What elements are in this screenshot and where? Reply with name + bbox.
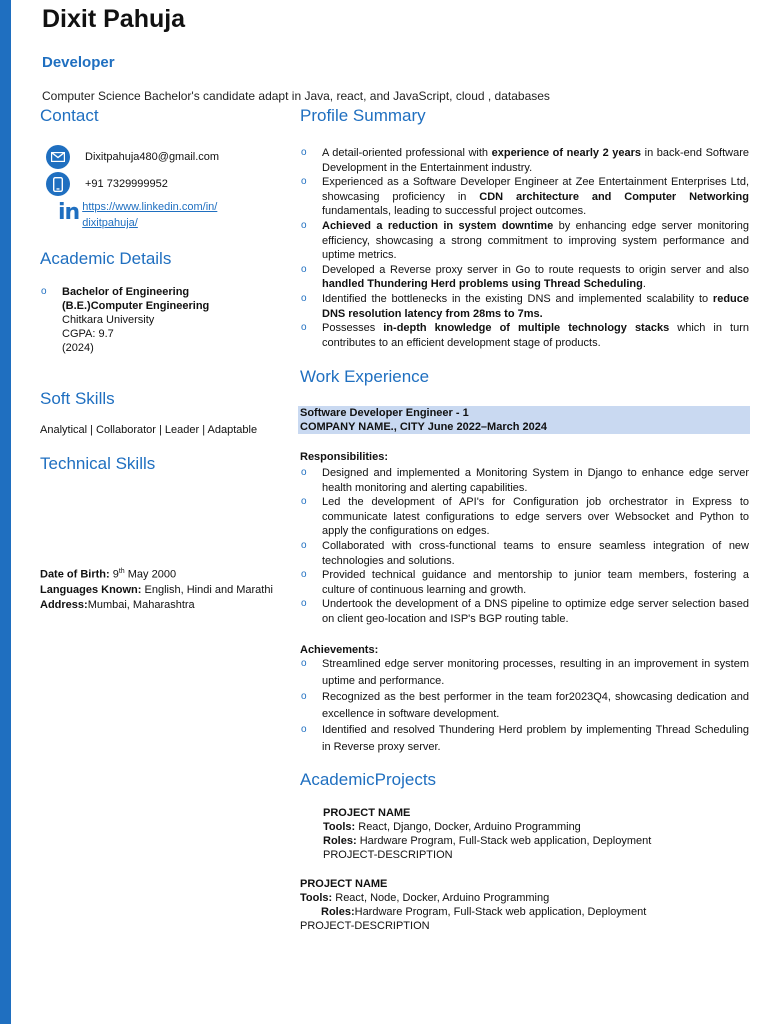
- email-icon: [46, 145, 70, 169]
- left-accent-bar: [0, 0, 11, 1024]
- personal-details: [40, 564, 273, 613]
- profile-summary-item: o Experienced as a Software Developer Engineer at Zee Entertainment Enterprises Ltd, showcasing proficiency in CDN architecture and Computer Networking fundamentals, leading to successful project outcomes.: [300, 175, 749, 219]
- email-text: Dixitpahuja480@gmail.com: [85, 151, 220, 163]
- contact-email[interactable]: [46, 145, 219, 169]
- technical-skills-heading: Technical Skills: [40, 454, 156, 473]
- academic-heading: Academic Details: [40, 249, 172, 268]
- phone-text: +91 7329999952: [85, 178, 168, 190]
- job-title: Software Developer Engineer - 1: [300, 407, 469, 419]
- project-1: [323, 806, 651, 862]
- profile-summary-item: o Possesses in-depth knowledge of multiple technology stacks which in turn contributes to an efficient development stage of products.: [300, 321, 749, 350]
- job-company: COMPANY NAME., CITY June 2022–March 2024: [300, 421, 547, 433]
- job-header: [298, 406, 750, 434]
- address-row: Address:Mumbai, Maharashtra: [40, 598, 195, 611]
- responsibilities-label: Responsibilities:: [300, 451, 389, 463]
- work-heading: Work Experience: [300, 367, 430, 386]
- candidate-name: Dixit Pahuja: [42, 5, 186, 33]
- contact-linkedin[interactable]: [58, 198, 217, 231]
- linkedin-url-part2: dixitpahuja/: [82, 217, 138, 229]
- degree: o Bachelor of Engineering: [62, 286, 190, 298]
- responsibility-item: o Led the development of API's for Configuration job orchestrator in Express to communicate latest configurations to edge servers over Websocket and Python to apply the configurations on edges.: [300, 495, 749, 539]
- project-2: [300, 877, 646, 933]
- university: Chitkara University: [62, 314, 155, 326]
- soft-skills-heading: Soft Skills: [40, 389, 115, 408]
- achievements-list: [300, 656, 749, 756]
- achievements-label: Achievements:: [300, 644, 379, 656]
- linkedin-url-part1: https://www.linkedin.com/in/: [82, 201, 218, 213]
- project-1-roles: Roles: Hardware Program, Full-Stack web application, Deployment: [323, 835, 652, 847]
- project-1-desc: PROJECT-DESCRIPTION: [323, 849, 453, 861]
- cgpa: CGPA: 9.7: [62, 328, 114, 340]
- profile-summary-item: o Identified the bottlenecks in the existing DNS and implemented scalability to reduce DNS resolution latency from 28ms to 7ms.: [300, 292, 749, 321]
- responsibility-item: o Designed and implemented a Monitoring System in Django to enhance edge server health monitoring and alerting capabilities.: [300, 466, 749, 495]
- project-2-name: PROJECT NAME: [300, 878, 388, 890]
- academic-item: [40, 285, 290, 355]
- contact-heading: Contact: [40, 106, 99, 125]
- linkedin-link[interactable]: [82, 199, 217, 231]
- academic-list: [40, 285, 290, 355]
- project-2-roles: Roles:Hardware Program, Full-Stack web application, Deployment: [321, 906, 647, 918]
- achievement-item: o Identified and resolved Thundering Herd problem by implementing Thread Scheduling in Reverse proxy server.: [300, 722, 749, 755]
- project-2-desc: PROJECT-DESCRIPTION: [300, 920, 430, 932]
- branch: (B.E.)Computer Engineering: [62, 300, 210, 312]
- project-1-name: PROJECT NAME: [323, 807, 411, 819]
- project-1-tools: Tools: React, Django, Docker, Arduino Programming: [323, 821, 581, 833]
- grad-year: (2024): [62, 342, 94, 354]
- languages-row: Languages Known: English, Hindi and Marathi: [40, 583, 273, 596]
- responsibilities-list: [300, 466, 749, 627]
- soft-skills-text: Analytical | Collaborator | Leader | Adaptable: [40, 424, 258, 436]
- profile-summary-item: o A detail-oriented professional with experience of nearly 2 years in back-end Software Development in the Entertainment industry.: [300, 146, 749, 175]
- dob-row: Date of Birth: 9th May 2000: [40, 568, 177, 581]
- profile-summary-item: o Developed a Reverse proxy server in Go to route requests to origin server and also handled Thundering Herd problems using Thread Scheduling.: [300, 263, 749, 292]
- candidate-tagline: Computer Science Bachelor's candidate adapt in Java, react, and JavaScript, cloud , databases: [42, 89, 550, 103]
- achievement-item: o Recognized as the best performer in the team for2023Q4, showcasing dedication and excellence in software development.: [300, 689, 749, 722]
- responsibility-item: o Collaborated with cross-functional teams to ensure seamless integration of new technologies and solutions.: [300, 539, 749, 568]
- linkedin-icon: in: [58, 200, 80, 225]
- achievement-item: o Streamlined edge server monitoring processes, resulting in an improvement in system uptime and performance.: [300, 656, 749, 689]
- profile-heading: Profile Summary: [300, 106, 426, 125]
- phone-icon: [46, 172, 70, 196]
- responsibility-item: o Undertook the development of a DNS pipeline to optimize edge server selection based on client geo-location and ISP's BGP routing table.: [300, 597, 749, 626]
- project-2-tools: Tools: React, Node, Docker, Arduino Programming: [300, 892, 550, 904]
- projects-heading: AcademicProjects: [300, 770, 437, 789]
- profile-list: [300, 146, 749, 350]
- responsibility-item: o Provided technical guidance and mentorship to junior team members, fostering a culture of continuous learning and growth.: [300, 568, 749, 597]
- profile-summary-item: o Achieved a reduction in system downtime by enhancing edge server monitoring efficiency, showcasing a strong commitment to improving system performance and uptime metrics.: [300, 219, 749, 263]
- contact-phone[interactable]: [46, 172, 168, 196]
- candidate-role: Developer: [42, 54, 115, 71]
